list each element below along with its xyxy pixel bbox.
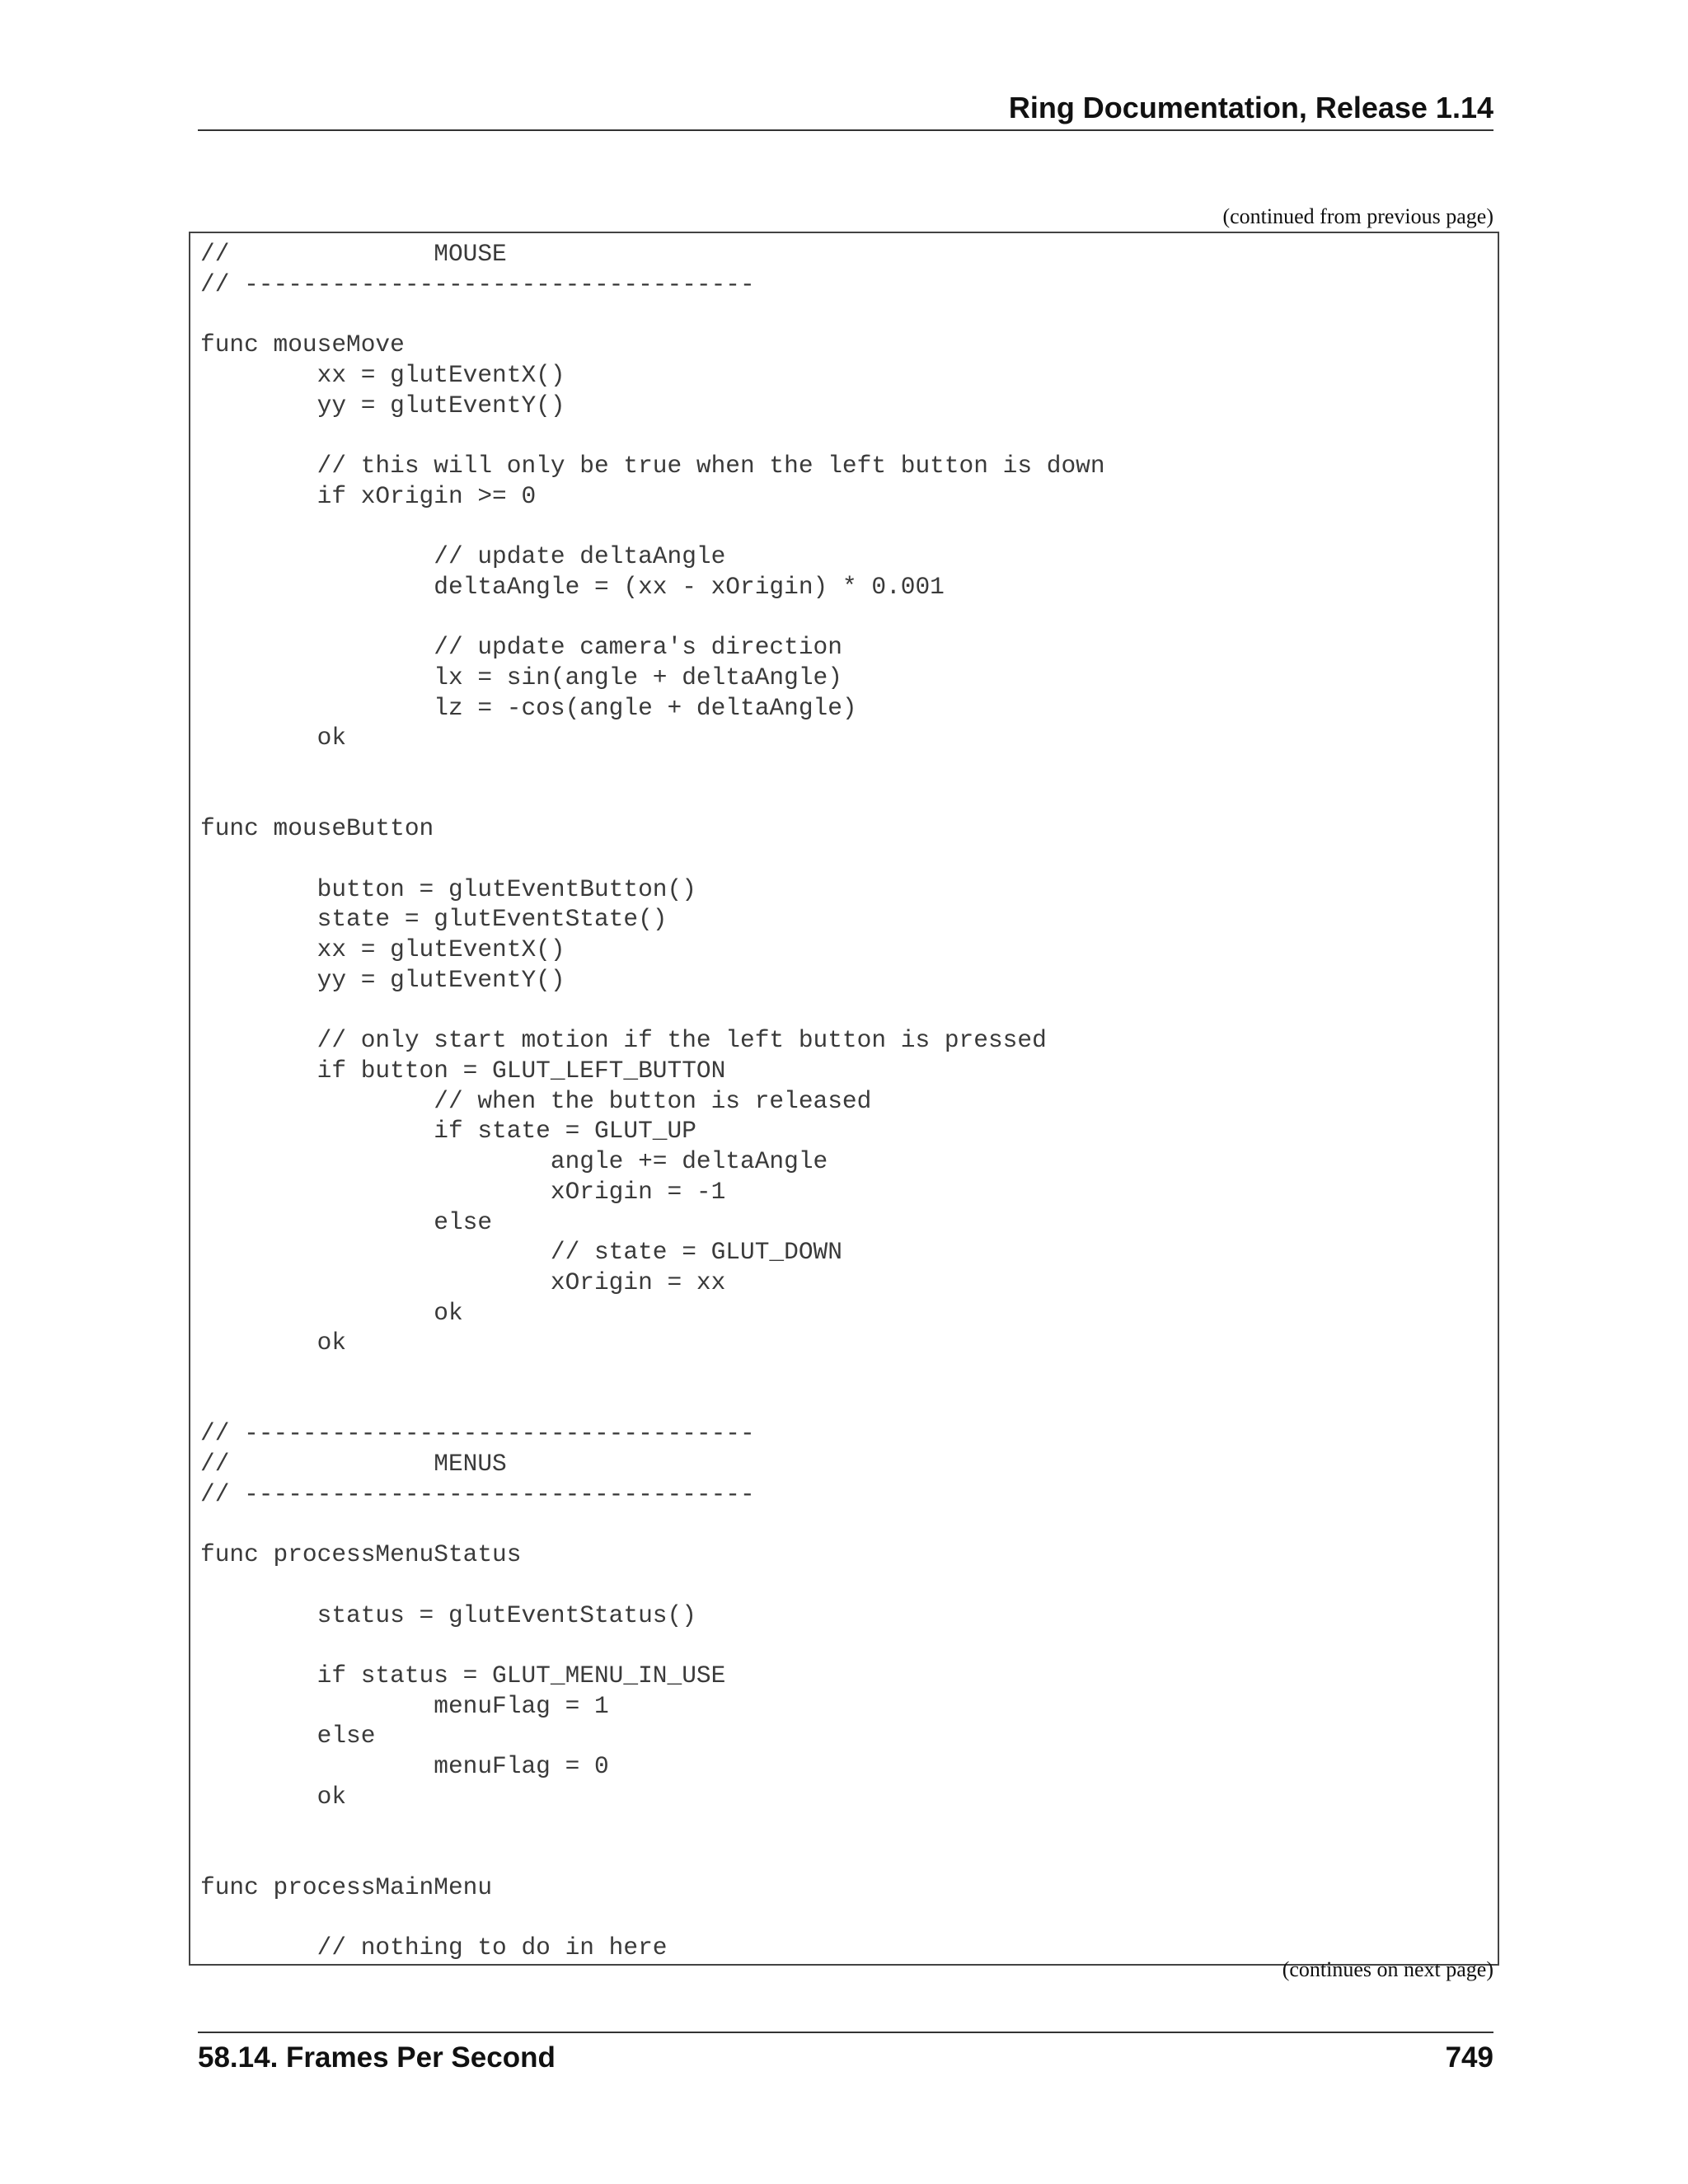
page-number: 749 [1445,2041,1493,2074]
continued-from-note: (continued from previous page) [1222,204,1493,228]
header-divider [198,129,1493,131]
code-listing: // MOUSE // ----------------------------------- func mouseMove xx = glutEventX() yy = glutEventY() // this will only be true when the left button is down if xOrigin >= 0 // update deltaAngle deltaAngle = (xx - xOrigin) * 0.001 // update camera's direction lx = sin(angle + deltaAngle) lz = -cos(angle + deltaAngle) ok func mouseButton button = glutEventButton() state = glutEventState() xx = glutEventX() yy = glutEventY() // only start motion if the left button is pressed if button = GLUT_LEFT_BUTTON // when the button is released if state = GLUT_UP angle += deltaAngle xOrigin = -1 else // state = GLUT_DOWN xOrigin = xx ok ok // ----------------------------------- // MENUS // ----------------------------------- func processMenuStatus status = glutEventStatus() if status = GLUT_MENU_IN_USE menuFlag = 1 else menuFlag = 0 ok func processMainMenu // nothing to do in here [200,240,1105,1962]
footer-divider [198,2032,1493,2033]
document-title: Ring Documentation, Release 1.14 [1008,91,1493,124]
footer-section-title: 58.14. Frames Per Second [198,2041,556,2074]
continues-on-note: (continues on next page) [1282,1957,1493,1981]
code-block [189,232,1499,1966]
